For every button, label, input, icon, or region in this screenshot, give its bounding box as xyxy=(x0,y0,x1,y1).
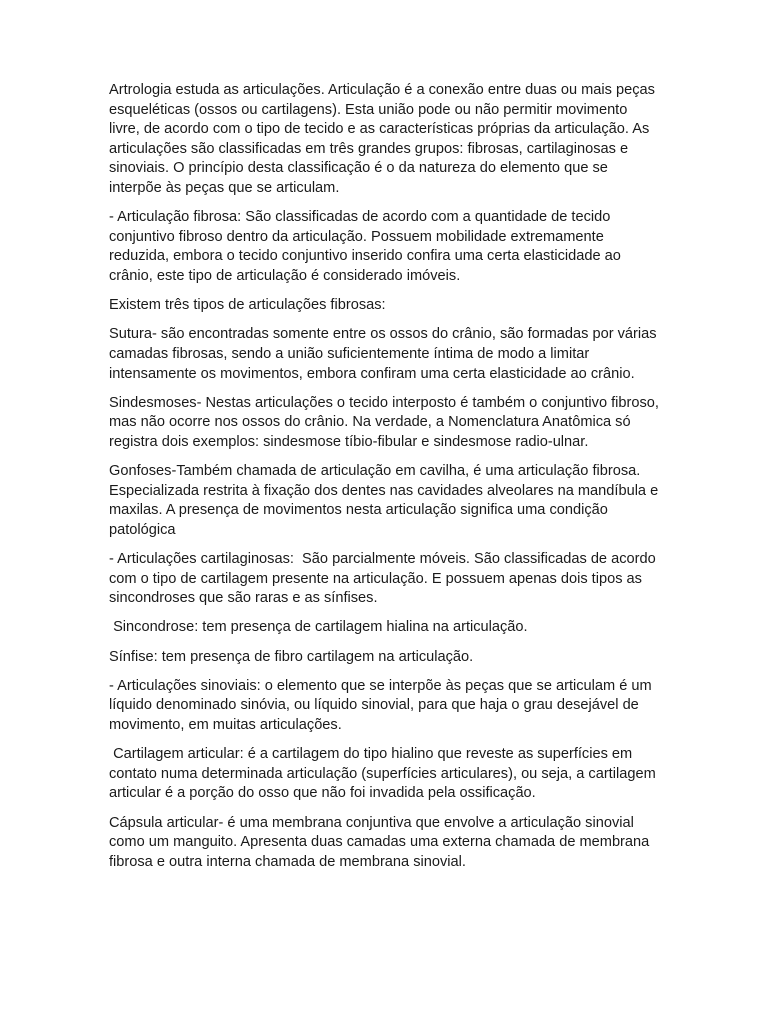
document-page xyxy=(109,81,664,882)
paragraph-suture: Sutura- são encontradas somente entre os ossos do crânio, são formadas por várias camadas fibrosas, sendo a união suficientemente íntima de modo a limitar intensamente os movimentos, embora confiram uma certa elasticidade ao crânio. xyxy=(109,326,661,382)
paragraph-cartilaginous-joint: - Articulações cartilaginosas: São parcialmente móveis. São classificadas de acordo com o tipo de cartilagem presente na articulação. E possuem apenas dois tipos as sincondroses que são raras e as sínfises. xyxy=(109,551,660,607)
paragraph-synovial-joint: - Articulações sinoviais: o elemento que se interpõe às peças que se articulam é um líquido denominado sinóvia, ou líquido sinovial, para que haja o grau desejável de movimento, em muitas articulações. xyxy=(109,677,656,733)
paragraph-fibrous-joint: - Articulação fibrosa: São classificadas de acordo com a quantidade de tecido conjuntivo fibroso dentro da articulação. Possuem mobilidade extremamente reduzida, embora o tecido conjuntivo inserido confira uma certa elasticidade ao crânio, este tipo de articulação é considerado imóveis. xyxy=(109,209,625,284)
paragraph-joint-capsule: Cápsula articular- é uma membrana conjuntiva que envolve a articulação sinovial como um manguito. Apresenta duas camadas uma externa chamada de membrana fibrosa e outra interna chamada de membrana sinovial. xyxy=(109,814,654,870)
paragraph-fibrous-types: Existem três tipos de articulações fibrosas: xyxy=(109,297,386,314)
paragraph-gomphosis: Gonfoses-Também chamada de articulação em cavilha, é uma articulação fibrosa. Especializada restrita à fixação dos dentes nas cavidades alveolares na mandíbula e maxilas. A presença de movimentos nesta articulação significa uma condição patológica xyxy=(109,463,663,538)
paragraph-articular-cartilage: Cartilagem articular: é a cartilagem do tipo hialino que reveste as superfícies em contato numa determinada articulação (superfícies articulares), ou seja, a cartilagem articular é a porção do osso que não foi invadida pela ossificação. xyxy=(109,746,660,802)
paragraph-intro: Artrologia estuda as articulações. Articulação é a conexão entre duas ou mais peças esqueléticas (ossos ou cartilagens). Esta união pode ou não permitir movimento livre, de acordo com o tipo de tecido e as características próprias da articulação. As articulações são classificadas em três grandes grupos: fibrosas, cartilaginosas e sinoviais. O princípio desta classificação é o da natureza do elemento que se interpõe às peças que se articulam. xyxy=(109,82,660,196)
paragraph-synchondrosis: Sincondrose: tem presença de cartilagem hialina na articulação. xyxy=(109,619,528,636)
paragraph-syndesmosis: Sindesmoses- Nestas articulações o tecido interposto é também o conjuntivo fibroso, mas não ocorre nos ossos do crânio. Na verdade, a Nomenclatura Anatômica só registra dois exemplos: sindesmose tíbio-fibular e sindesmose radio-ulnar. xyxy=(109,394,664,450)
paragraph-symphysis: Sínfise: tem presença de fibro cartilagem na articulação. xyxy=(109,648,474,665)
